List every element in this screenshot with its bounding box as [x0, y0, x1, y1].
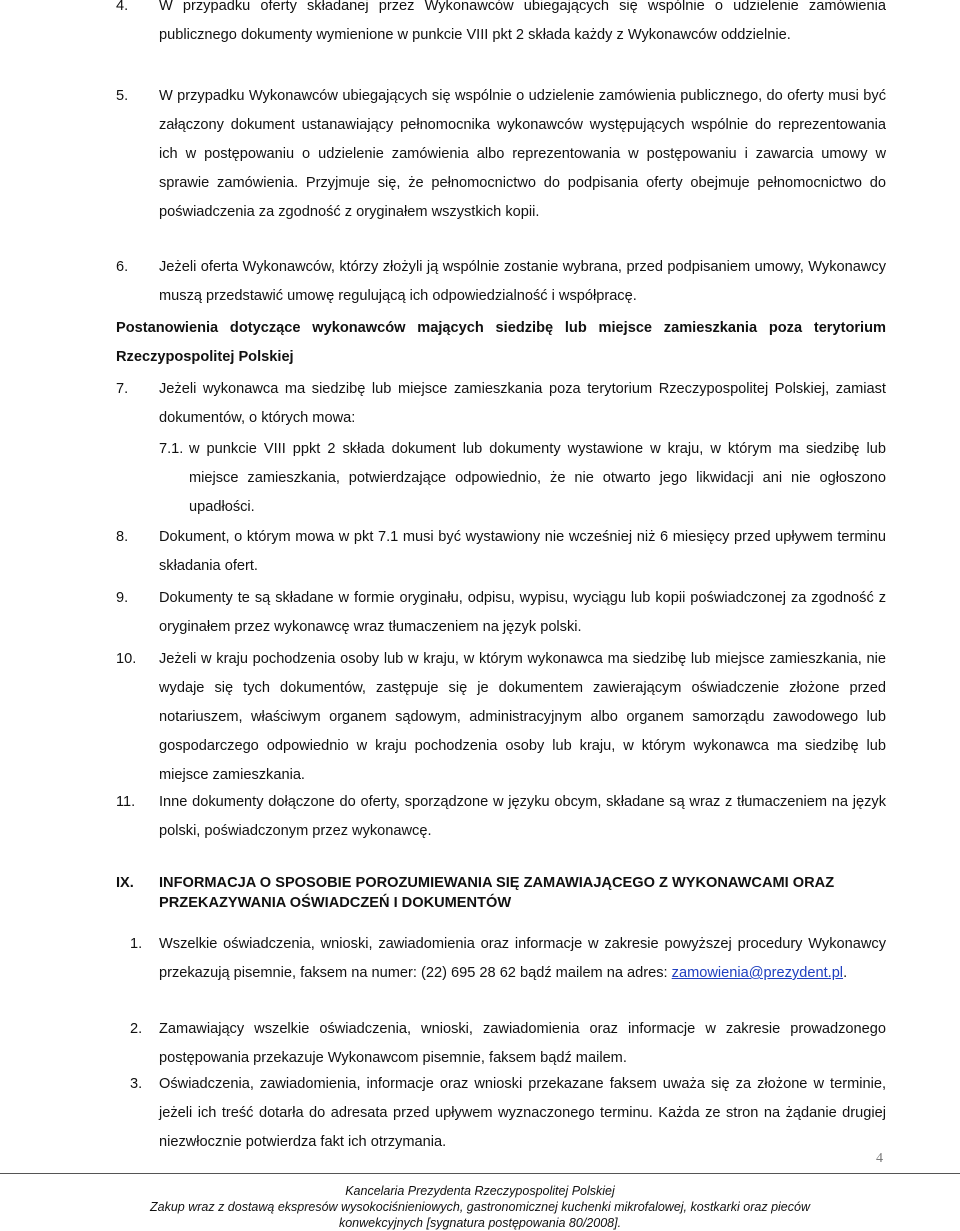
item-number: 11.	[116, 794, 136, 810]
item-text: Dokumenty te są składane w formie oryginału, odpisu, wypisu, wyciągu lub kopii poświadczonej za zgodność z oryginałem przez wykonawcę wraz tłumaczeniem na język polski.	[159, 590, 886, 635]
item-text-body: Wszelkie oświadczenia, wnioski, zawiadomienia oraz informacje w zakresie powyższej procedury Wykonawcy przekazują pisemnie, faksem na numer: (22) 695 28 62 bądź mailem na adres:	[159, 936, 886, 981]
footer-line-3: konwekcyjnych [sygnatura postępowania 80/2008].	[338, 1216, 622, 1230]
item-text: Zamawiający wszelkie oświadczenia, wnioski, zawiadomienia oraz informacje w zakresie prowadzonego postępowania przekazuje Wykonawcom pisemnie, faksem bądź mailem.	[159, 1021, 886, 1066]
ix-item-3	[116, 1070, 886, 1157]
page-number: 4	[876, 1151, 883, 1166]
section-number: IX.	[116, 875, 134, 891]
footer-line-2: Zakup wraz z dostawą ekspresów wysokociśnieniowych, gastronomicznej kuchenki mikrofalowej, kostkarki oraz pieców	[150, 1200, 810, 1214]
ix-item-2	[116, 1015, 886, 1073]
sub-item-7-1	[159, 435, 886, 522]
item-text: Inne dokumenty dołączone do oferty, sporządzone w języku obcym, składane są wraz z tłumaczeniem na język polski, poświadczonym przez wykonawcę.	[159, 794, 886, 839]
item-text: Dokument, o którym mowa w pkt 7.1 musi być wystawiony nie wcześniej niż 6 miesięcy przed upływem terminu składania ofert.	[159, 529, 886, 574]
section-title: INFORMACJA O SPOSOBIE POROZUMIEWANIA SIĘ ZAMAWIAJĄCEGO Z WYKONAWCAMI ORAZ PRZEKAZYWANIA OŚWIADCZEŃ I DOKUMENTÓW	[159, 875, 835, 911]
list-item-9	[116, 584, 886, 642]
page-footer	[60, 1183, 900, 1231]
item-number: 1.	[130, 936, 143, 952]
list-item-11	[116, 788, 886, 846]
item-number: 6.	[116, 259, 129, 275]
item-text: Jeżeli wykonawca ma siedzibę lub miejsce zamieszkania poza terytorium Rzeczypospolitej Polskiej, zamiast dokumentów, o których mowa:	[159, 381, 886, 426]
list-item-10	[116, 645, 886, 790]
item-number: 3.	[130, 1076, 143, 1092]
sub-item-number: 7.1.	[159, 441, 184, 457]
item-number: 2.	[130, 1021, 143, 1037]
list-item-7	[116, 375, 886, 433]
foreign-contractors-heading: Postanowienia dotyczące wykonawców mających siedzibę lub miejsce zamieszkania poza terytorium Rzeczypospolitej Polskiej	[116, 320, 886, 365]
item-text: Jeżeli w kraju pochodzenia osoby lub w kraju, w którym wykonawca ma siedzibę lub miejsce zamieszkania, nie wydaje się tych dokumentów, zastępuje się je dokumentem zawierającym oświadczenie złożone przed notariuszem, właściwym organem sądowym, administracyjnym albo organem samorządu zawodowego lub gospodarczego odpowiednio w kraju pochodzenia osoby lub kraju, w którym wykonawca ma siedzibę lub miejsce zamieszkania.	[159, 651, 886, 783]
email-link[interactable]: zamowienia@prezydent.pl	[671, 965, 844, 981]
item-number: 10.	[116, 651, 137, 667]
item-number: 5.	[116, 88, 129, 104]
item-text: W przypadku oferty składanej przez Wykonawców ubiegających się wspólnie o udzielenie zamówienia publicznego dokumenty wymienione w punkcie VIII pkt 2 składa każdy z Wykonawców oddzielnie.	[159, 0, 886, 43]
list-item-4	[116, 0, 886, 50]
list-item-5	[116, 82, 886, 227]
item-text: W przypadku Wykonawców ubiegających się wspólnie o udzielenie zamówienia publicznego, do oferty musi być załączony dokument ustanawiający pełnomocnika wykonawców występujących wspólnie do reprezentowania ich w postępowaniu o udzielenie zamówienia albo reprezentowania w postępowaniu i zawarcia umowy w sprawie zamówienia. Przyjmuje się, że pełnomocnictwo do podpisania oferty obejmuje pełnomocnictwo do poświadczenia za zgodność z oryginałem wszystkich kopii.	[159, 88, 886, 220]
ix-item-1	[116, 930, 886, 988]
sub-item-text: w punkcie VIII ppkt 2 składa dokument lub dokumenty wystawione w kraju, w którym ma siedzibę lub miejsce zamieszkania, potwierdzające odpowiednio, że nie otwarto jego likwidacji ani nie ogłoszono upadłości.	[189, 441, 886, 515]
item-text	[159, 930, 886, 988]
section-ix-heading	[116, 873, 886, 913]
footer-divider	[0, 1173, 960, 1174]
item-number: 7.	[116, 381, 129, 397]
footer-line-1: Kancelaria Prezydenta Rzeczypospolitej Polskiej	[345, 1184, 615, 1198]
item-number: 9.	[116, 590, 129, 606]
item-number: 8.	[116, 529, 129, 545]
item-text-tail: .	[843, 965, 848, 981]
list-item-8	[116, 523, 886, 581]
list-item-6	[116, 253, 886, 311]
item-number: 4.	[116, 0, 129, 14]
item-text: Oświadczenia, zawiadomienia, informacje oraz wnioski przekazane faksem uważa się za złożone w terminie, jeżeli ich treść dotarła do adresata przed upływem wyznaczonego terminu. Każda ze stron na żądanie drugiej niezwłocznie potwierdza fakt ich otrzymania.	[159, 1076, 886, 1150]
item-text: Jeżeli oferta Wykonawców, którzy złożyli ją wspólnie zostanie wybrana, przed podpisaniem umowy, Wykonawcy muszą przedstawić umowę regulującą ich odpowiedzialność i współpracę.	[159, 259, 886, 304]
